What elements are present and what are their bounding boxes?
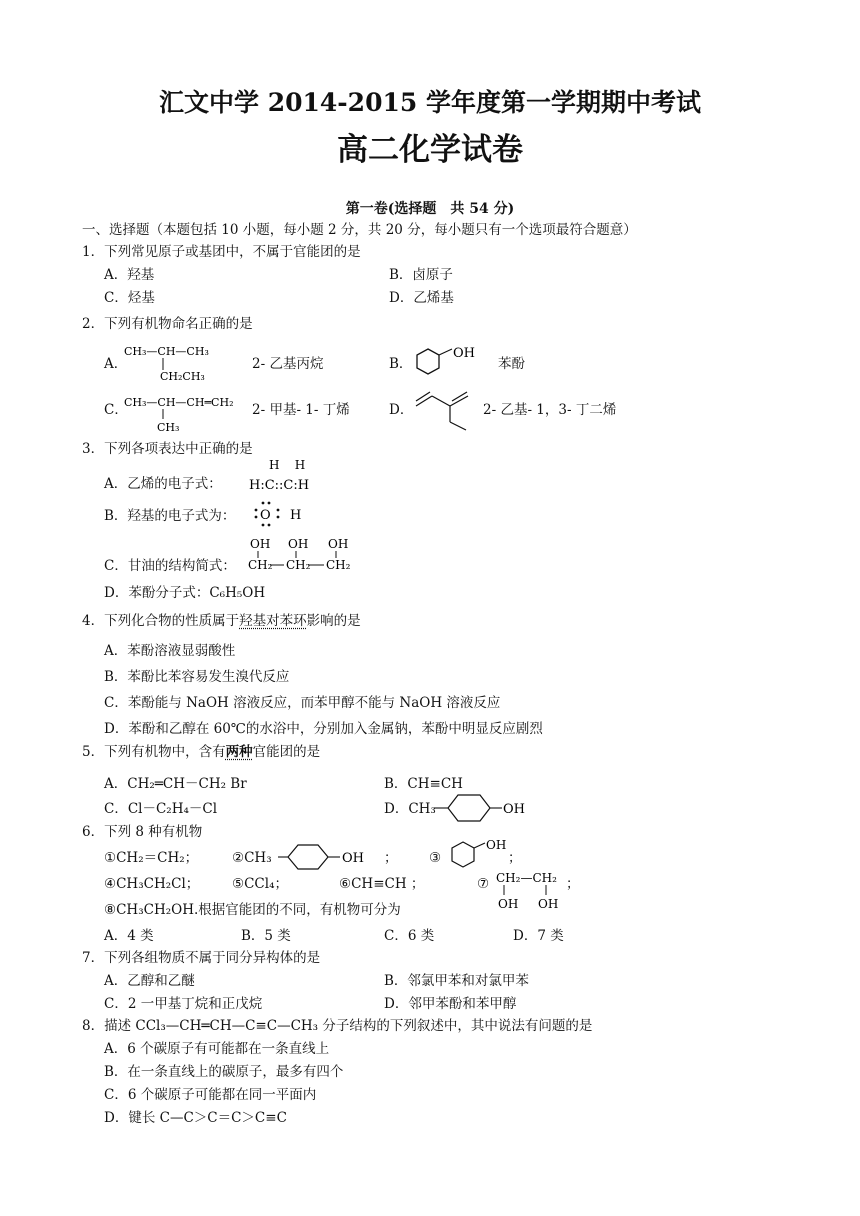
q6-item-7-oh-1: OH (498, 897, 519, 911)
q8-option-d: D．键长 C—C＞C＝C＞C≡C (104, 1110, 287, 1126)
q2-option-a-name: 2- 乙基丙烷 (252, 356, 324, 372)
q2-option-c-label: C． (104, 402, 128, 418)
q2-option-a-label: A． (104, 356, 128, 372)
q8-stem: 8．描述 CCl₃—CH═CH—C≡C—CH₃ 分子结构的下列叙述中，其中说法有问题的是 (82, 1018, 593, 1034)
q4-stem-emphasis: 羟基对苯环 (239, 613, 307, 629)
q2-option-d-name: 2- 乙基- 1，3- 丁二烯 (483, 402, 617, 418)
q5-stem-pre: 5．下列有机物中，含有 (82, 744, 226, 760)
q7-option-a: A．乙醇和乙醚 (104, 973, 195, 989)
glycerol-oh-2: OH (288, 537, 309, 551)
q4-stem (82, 613, 361, 629)
q6-item-4: ④CH₃CH₂Cl； (104, 876, 200, 892)
q6-item-8: ⑧CH₃CH₂OH.根据官能团的不同，有机物可分为 (104, 902, 401, 918)
q6-stem: 6．下列 8 种有机物 (82, 824, 203, 840)
ethylene-top-h: H H (269, 458, 306, 472)
q2-c-formula-main: CH₃—CH—CH═CH₂ (124, 396, 234, 409)
section-instruction: 一、选择题（本题包括 10 小题，每小题 2 分，共 20 分，每小题只有一个选项最符合题意） (82, 222, 637, 238)
q2-option-b-label: B． (389, 356, 413, 372)
q5-option-d-label: D．CH₃ (384, 801, 436, 817)
q6-item-1: ①CH₂＝CH₂； (104, 850, 199, 866)
glycerol-oh-1: OH (250, 537, 271, 551)
q6-option-c: C．6 类 (384, 928, 435, 944)
hydroxyl-h: H (290, 508, 302, 523)
q4-option-b: B．苯酚比苯容易发生溴代反应 (104, 669, 290, 685)
q7-option-c: C．2 一甲基丁烷和正戊烷 (104, 996, 263, 1012)
q4-option-a: A．苯酚溶液显弱酸性 (104, 643, 236, 659)
exam-title: 汇文中学 2014-2015 学年度第一学期期中考试 (159, 88, 701, 117)
q2-c-structure (124, 392, 244, 436)
q2-a-formula-bottom: CH₂CH₃ (160, 370, 205, 383)
q1-option-c: C．烃基 (104, 290, 155, 306)
q6-item-2-oh: OH (342, 851, 364, 866)
q5-option-a: A．CH₂═CH－CH₂ Br (104, 776, 247, 792)
section-heading: 第一卷(选择题 共 54 分) (345, 201, 515, 217)
q5-stem-post: 官能团的是 (252, 744, 321, 760)
ethylene-main: H:C::C:H (249, 478, 310, 493)
q2-option-b-name: 苯酚 (498, 356, 525, 372)
glycerol-ch2-1: CH₂ (248, 558, 273, 572)
glycerol-ch2-3: CH₂ (326, 558, 351, 572)
q6-cresol-structure (278, 840, 378, 876)
q4-stem-pre: 4．下列化合物的性质属于 (82, 613, 240, 629)
q5-option-c: C．Cl－C₂H₄－Cl (104, 801, 218, 817)
q8-option-c: C．6 个碳原子可能都在同一平面内 (104, 1087, 317, 1103)
q6-separator-1: ； (384, 850, 398, 866)
cresol-structure (434, 790, 534, 826)
q2-a-structure (124, 342, 224, 386)
q6-item-5: ⑤CCl₄； (232, 876, 288, 892)
q5-stem (82, 744, 320, 760)
q6-item-2: ②CH₃ (232, 850, 272, 866)
q6-option-b: B．5 类 (241, 928, 291, 944)
q6-separator-2: ； (508, 850, 522, 866)
q2-option-c-name: 2- 甲基- 1- 丁烯 (252, 402, 350, 418)
q4-stem-post: 影响的是 (306, 613, 361, 629)
q6-option-a: A．4 类 (104, 928, 154, 944)
q1-option-d: D．乙烯基 (389, 290, 454, 306)
q3-option-a: A．乙烯的电子式： (104, 476, 222, 492)
q2-c-formula-sub: CH₃ (157, 421, 180, 434)
ethylene-electron-formula (249, 457, 349, 495)
glycerol-ch2-2: CH₂ (286, 558, 311, 572)
q1-option-b: B．卤原子 (389, 267, 453, 283)
q4-option-c: C．苯酚能与 NaOH 溶液反应，而苯甲醇不能与 NaOH 溶液反应 (104, 695, 501, 711)
q7-option-b: B．邻氯甲苯和对氯甲苯 (384, 973, 529, 989)
q6-separator-3: ； (566, 876, 580, 892)
q6-item-3-oh: OH (486, 838, 507, 852)
q1-option-a: A．羟基 (104, 267, 155, 283)
q4-option-d: D．苯酚和乙醇在 60℃的水浴中，分别加入金属钠，苯酚中明显反应剧烈 (104, 721, 543, 737)
q3-stem: 3．下列各项表达中正确的是 (82, 441, 253, 457)
q6-item-7-top: CH₂—CH₂ (496, 871, 557, 885)
q5-d-oh: OH (503, 802, 525, 817)
q2-stem: 2．下列有机物命名正确的是 (82, 316, 253, 332)
q2-option-d-label: D． (389, 402, 414, 418)
q3-option-b: B．羟基的电子式为： (104, 508, 236, 524)
q2-b-oh: OH (453, 346, 475, 361)
q8-option-b: B．在一条直线上的碳原子，最多有四个 (104, 1064, 344, 1080)
glycerol-structure (248, 536, 358, 576)
butadiene-skeletal-structure (414, 386, 476, 436)
q6-option-d: D．7 类 (513, 928, 564, 944)
q7-stem: 7．下列各组物质不属于同分异构体的是 (82, 950, 321, 966)
q5-option-b: B．CH≡CH (384, 776, 463, 792)
hydroxyl-electron-formula (250, 500, 310, 528)
q3-option-c: C．甘油的结构简式： (104, 558, 236, 574)
q6-item-7: ⑦ (477, 876, 490, 892)
q6-item-6: ⑥CH≡CH ； (339, 876, 425, 892)
q8-option-a: A．6 个碳原子有可能都在一条直线上 (104, 1041, 330, 1057)
q1-stem: 1．下列常见原子或基团中，不属于官能团的是 (82, 244, 361, 260)
glycerol-oh-3: OH (328, 537, 349, 551)
q5-stem-emphasis: 两种 (225, 744, 253, 760)
exam-subtitle: 高二化学试卷 (337, 132, 523, 168)
q3-option-d: D．苯酚分子式：C₆H₅OH (104, 585, 266, 601)
q6-item-7-oh-2: OH (538, 897, 559, 911)
phenol-ring-structure (410, 344, 490, 380)
q6-item-3: ③ (429, 850, 442, 866)
q2-a-formula-top: CH₃—CH—CH₃ (124, 345, 209, 358)
hydroxyl-o: O (260, 508, 271, 523)
q7-option-d: D．邻甲苯酚和苯甲醇 (384, 996, 517, 1012)
